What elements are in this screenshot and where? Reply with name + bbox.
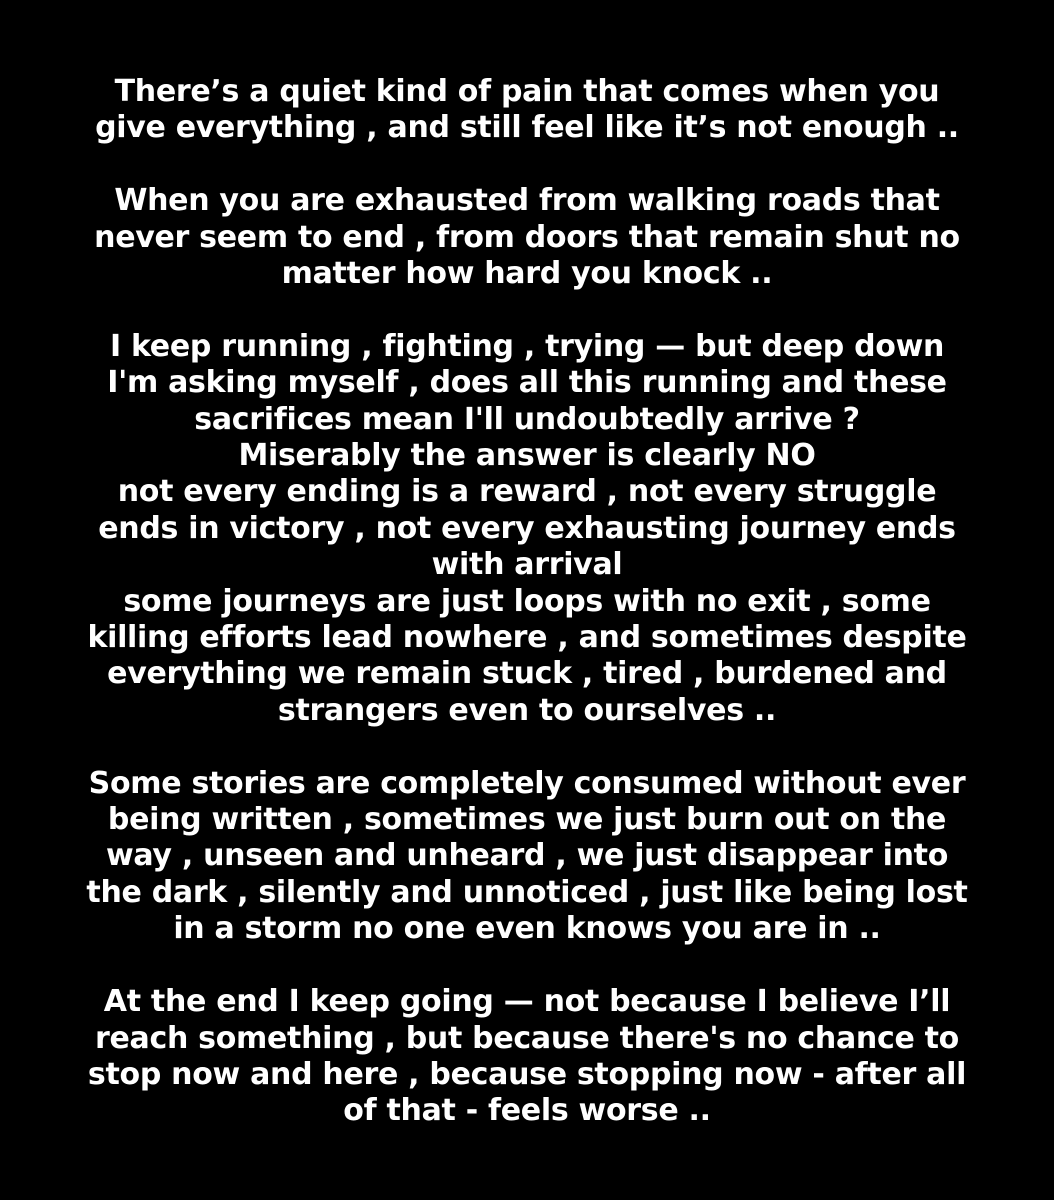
text-line: being written , sometimes we just burn out on the: [107, 802, 947, 838]
text-line: killing efforts lead nowhere , and sometimes despite: [87, 620, 967, 656]
text-line: everything we remain stuck , tired , burdened and: [107, 656, 947, 692]
text-block: [40, 74, 1014, 1130]
text-line: reach something , but because there's no chance to: [95, 1020, 959, 1056]
paragraph-5: [40, 984, 1014, 1130]
paragraph-1: [40, 74, 1014, 147]
text-line: some journeys are just loops with no exit , some: [123, 583, 931, 619]
text-line: of that - feels worse ..: [343, 1093, 711, 1129]
paragraph-4: [40, 766, 1014, 948]
paragraph-2: [40, 183, 1014, 292]
text-line: not every ending is a reward , not every struggle: [117, 474, 937, 510]
text-line: I keep running , fighting , trying — but deep down: [109, 328, 945, 364]
text-line: give everything , and still feel like it’s not enough ..: [95, 110, 959, 146]
text-line: stop now and here , because stopping now - after all: [87, 1056, 967, 1092]
text-line: strangers even to ourselves ..: [277, 692, 777, 728]
text-line: matter how hard you knock ..: [281, 256, 773, 292]
text-line: the dark , silently and unnoticed , just like being lost: [86, 874, 968, 910]
text-line: Some stories are completely consumed without ever: [88, 765, 966, 801]
text-line: I'm asking myself , does all this running and these: [107, 365, 947, 401]
paragraph-3: [40, 329, 1014, 729]
text-line: ends in victory , not every exhausting journey ends: [98, 510, 956, 546]
text-line: At the end I keep going — not because I believe I’ll: [103, 984, 951, 1020]
text-line: When you are exhausted from walking roads that: [114, 183, 940, 219]
text-line: in a storm no one even knows you are in ..: [173, 911, 881, 947]
text-line: never seem to end , from doors that remain shut no: [94, 219, 960, 255]
text-line: way , unseen and unheard , we just disappear into: [106, 838, 948, 874]
text-line: sacrifices mean I'll undoubtedly arrive ?: [194, 401, 860, 437]
text-line: There’s a quiet kind of pain that comes when you: [114, 74, 940, 109]
text-line: with arrival: [431, 547, 623, 583]
text-line: Miserably the answer is clearly NO: [238, 438, 816, 474]
